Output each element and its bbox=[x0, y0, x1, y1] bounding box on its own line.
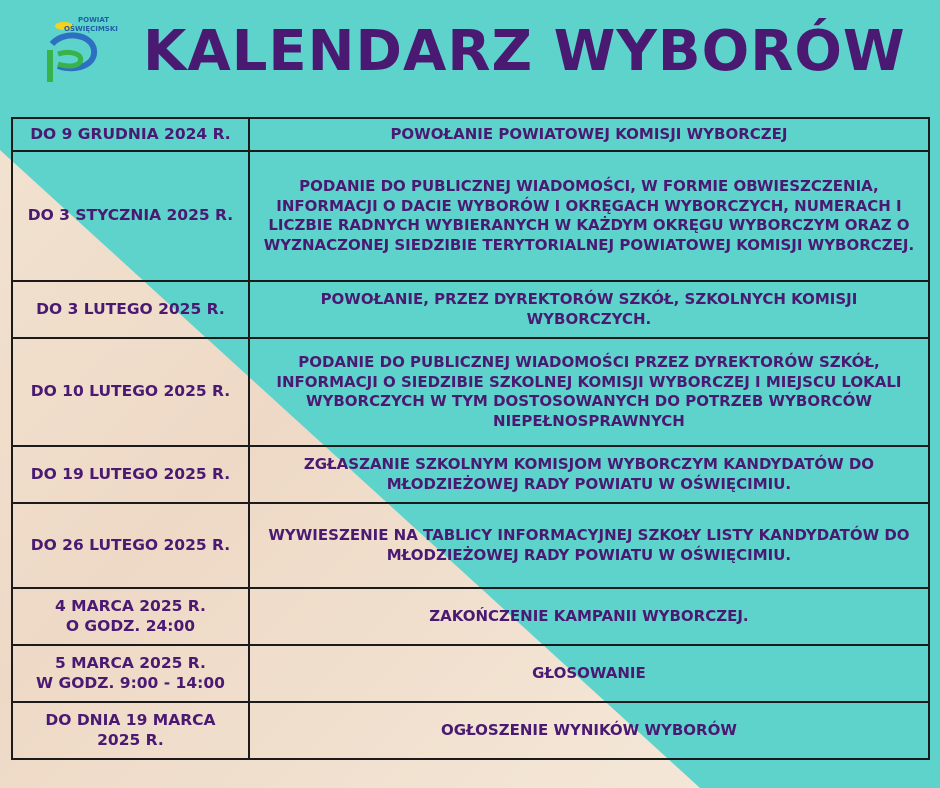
row-event: GŁOSOWANIE bbox=[249, 645, 929, 702]
row-event: WYWIESZENIE NA TABLICY INFORMACYJNEJ SZKOŁY LISTY KANDYDATÓW DO MŁODZIEŻOWEJ RADY POWIATU W OŚWIĘCIMIU. bbox=[249, 503, 929, 588]
schedule-row bbox=[12, 281, 929, 338]
row-event: ZGŁASZANIE SZKOLNYM KOMISJOM WYBORCZYM KANDYDATÓW DO MŁODZIEŻOWEJ RADY POWIATU W OŚWIĘCIMIU. bbox=[249, 446, 929, 503]
row-event: PODANIE DO PUBLICZNEJ WIADOMOŚCI PRZEZ DYREKTORÓW SZKÓŁ, INFORMACJI O SIEDZIBIE SZKOLNEJ KOMISJI WYBORCZEJ I MIEJSCU LOKALI WYBORCZYCH W TYM DOSTOSOWANYCH DO POTRZEB WYBORCÓW NIEPEŁNOSPRAWNYCH bbox=[249, 338, 929, 446]
row-date: DO 26 LUTEGO 2025 R. bbox=[12, 503, 249, 588]
row-date: DO 3 STYCZNIA 2025 R. bbox=[12, 151, 249, 281]
schedule-row bbox=[12, 503, 929, 588]
row-event: ZAKOŃCZENIE KAMPANII WYBORCZEJ. bbox=[249, 588, 929, 645]
row-date: DO 10 LUTEGO 2025 R. bbox=[12, 338, 249, 446]
row-date: DO DNIA 19 MARCA 2025 R. bbox=[12, 702, 249, 759]
row-event: POWOŁANIE, PRZEZ DYREKTORÓW SZKÓŁ, SZKOLNYCH KOMISJI WYBORCZYCH. bbox=[249, 281, 929, 338]
row-date: 4 MARCA 2025 R. O GODZ. 24:00 bbox=[12, 588, 249, 645]
row-date: 5 MARCA 2025 R. W GODZ. 9:00 - 14:00 bbox=[12, 645, 249, 702]
logo-line-1: POWIAT bbox=[78, 16, 110, 24]
row-date: DO 3 LUTEGO 2025 R. bbox=[12, 281, 249, 338]
powiat-logo bbox=[44, 14, 124, 84]
schedule-row bbox=[12, 588, 929, 645]
schedule-row bbox=[12, 151, 929, 281]
schedule-table bbox=[11, 117, 930, 760]
row-date: DO 9 GRUDNIA 2024 R. bbox=[12, 118, 249, 151]
row-date: DO 19 LUTEGO 2025 R. bbox=[12, 446, 249, 503]
page-title: KALENDARZ WYBORÓW bbox=[143, 19, 906, 84]
schedule-row bbox=[12, 446, 929, 503]
row-event: PODANIE DO PUBLICZNEJ WIADOMOŚCI, W FORMIE OBWIESZCZENIA, INFORMACJI O DACIE WYBORÓW I OKRĘGACH WYBORCZYCH, NUMERACH I LICZBIE RADNYCH WYBIERANYCH W KAŻDYM OKRĘGU WYBORCZYM ORAZ O WYZNACZONEJ SIEDZIBIE TERYTORIALNEJ POWIATOWEJ KOMISJI WYBORCZEJ. bbox=[249, 151, 929, 281]
schedule-row bbox=[12, 338, 929, 446]
schedule-row bbox=[12, 645, 929, 702]
row-event: OGŁOSZENIE WYNIKÓW WYBORÓW bbox=[249, 702, 929, 759]
schedule-row bbox=[12, 118, 929, 151]
logo-line-2: OŚWIĘCIMSKI bbox=[64, 25, 118, 33]
row-event: POWOŁANIE POWIATOWEJ KOMISJI WYBORCZEJ bbox=[249, 118, 929, 151]
schedule-row bbox=[12, 702, 929, 759]
